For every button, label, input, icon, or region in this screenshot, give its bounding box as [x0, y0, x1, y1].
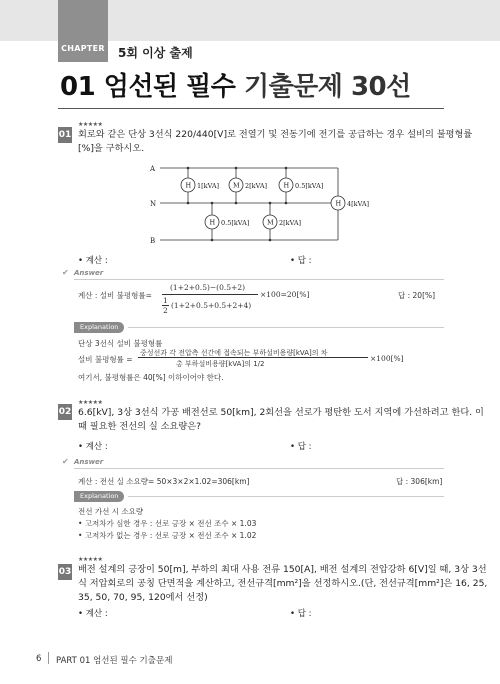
formula-numerator: 중성선과 각 전압측 선간에 접속되는 부하설비용량[kVA]의 차: [140, 349, 328, 357]
title-rule: [58, 108, 444, 109]
explanation-item: • 고저차가 심한 경우 : 선로 긍장 × 전선 조수 × 1.03: [78, 519, 257, 528]
answer-badge: Answer: [74, 458, 104, 466]
title-number: 01: [60, 72, 96, 102]
calc-label: • 계산 :: [78, 256, 108, 266]
footer-separator: [48, 652, 49, 664]
final-answer: 답 : 20[%]: [398, 291, 436, 300]
load-label: 0.5[kVA]: [221, 219, 250, 227]
explanation-title: 전선 가선 시 소요량: [78, 507, 144, 516]
load-label: 2[kVA]: [279, 219, 302, 227]
formula-suffix: ×100[%]: [370, 354, 404, 363]
explanation-badge: Explanation: [74, 491, 124, 502]
heater-icon: H: [335, 199, 342, 208]
question-text: 회로와 같은 단상 3선식 220/440[V]로 전열기 및 전동기에 전기를 공급하는 경우 설비의 불평형률: [78, 129, 473, 140]
formula-half-den: 2: [163, 306, 168, 315]
question-text: [%]을 구하시오.: [78, 143, 145, 154]
question-number: 02: [58, 404, 72, 420]
fraction-bar: [162, 294, 258, 295]
fraction-bar: [138, 357, 368, 358]
formula-label: 설비 불평형률 =: [78, 355, 133, 364]
load-label: 0.5[kVA]: [295, 182, 324, 190]
question-text: 6.6[kV], 3상 3선식 가공 배전선로 50[km], 2회선을 선로가 평탄한 도서 지역에 가선하려고 한다. 이: [78, 407, 484, 418]
question-text: 배전 설계의 긍장이 50[m], 부하의 최대 사용 전류 150[A], 배전 설계의 전압강하 6[V]일 때, 3상 3선: [78, 564, 487, 575]
footer-part-label: PART 01 엄선된 필수 기출문제: [56, 656, 173, 666]
difficulty-stars: ★★★★★: [78, 399, 103, 406]
answer-divider: [74, 279, 444, 280]
formula-denominator: (1+2+0.5+0.5+2+4): [171, 301, 252, 310]
answer-label: • 답 :: [290, 442, 312, 452]
question-text: 35, 50, 70, 95, 120에서 선정): [78, 592, 208, 603]
page-number: 6: [36, 654, 42, 664]
explanation-item: • 고저차가 없는 경우 : 선로 긍장 × 전선 조수 × 1.02: [78, 531, 257, 540]
difficulty-stars: ★★★★★: [78, 556, 103, 563]
answer-label: • 답 :: [290, 256, 312, 266]
difficulty-stars: ★★★★★: [78, 121, 103, 128]
line-label-b: B: [150, 237, 156, 245]
question-number: 03: [58, 564, 72, 580]
motor-icon: M: [233, 181, 240, 190]
check-icon: ✔: [62, 268, 69, 277]
question-number: 01: [58, 127, 72, 143]
line-label-n: N: [150, 200, 157, 208]
final-answer: 답 : 306[km]: [396, 477, 443, 486]
explanation-divider: [128, 496, 444, 497]
question-text: 식 저압회로의 공칭 단면적을 계산하고, 전선규격[mm²]을 선정하시오.(단, 전선규격[mm²]은 16, 25,: [78, 578, 488, 589]
heater-icon: H: [185, 181, 192, 190]
chapter-subtitle: 5회 이상 출제: [118, 46, 193, 60]
heater-icon: H: [209, 218, 216, 227]
load-label: 2[kVA]: [245, 182, 268, 190]
formula-numerator: (1+2+0.5)−(0.5+2): [170, 283, 246, 292]
circuit-diagram: [140, 160, 380, 250]
load-label: 1[kVA]: [197, 182, 220, 190]
calc-label: • 계산 :: [78, 609, 108, 619]
page-title: [60, 66, 411, 103]
formula-half-num: 1: [163, 296, 168, 305]
title-light: 기출문제 30선: [243, 72, 411, 102]
motor-icon: M: [267, 218, 274, 227]
chapter-label: CHAPTER: [61, 44, 105, 53]
formula-result: ×100=20[%]: [260, 290, 310, 299]
answer-badge: Answer: [74, 269, 104, 277]
answer-label: • 답 :: [290, 609, 312, 619]
explanation-badge: Explanation: [74, 322, 124, 333]
load-label: 4[kVA]: [347, 200, 370, 208]
answer-divider: [74, 468, 444, 469]
answer-calc: 계산 : 전선 실 소요량= 50×3×2×1.02=306[km]: [78, 477, 250, 486]
heater-icon: H: [283, 181, 290, 190]
formula-denominator: 총 부하설비용량[kVA]의 1/2: [176, 360, 265, 368]
explanation-divider: [128, 327, 444, 328]
answer-calc: 계산 : 설비 불평형률=: [78, 291, 152, 300]
title-bold: 엄선된 필수: [103, 72, 236, 102]
check-icon: ✔: [62, 457, 69, 466]
line-label-a: A: [150, 165, 156, 173]
explanation-title: 단상 3선식 설비 불평형률: [78, 339, 163, 348]
question-text: 때 필요한 전선의 실 소요량은?: [78, 421, 202, 432]
calc-label: • 계산 :: [78, 442, 108, 452]
explanation-note: 여기서, 불평형률은 40[%] 이하이어야 한다.: [78, 373, 224, 382]
